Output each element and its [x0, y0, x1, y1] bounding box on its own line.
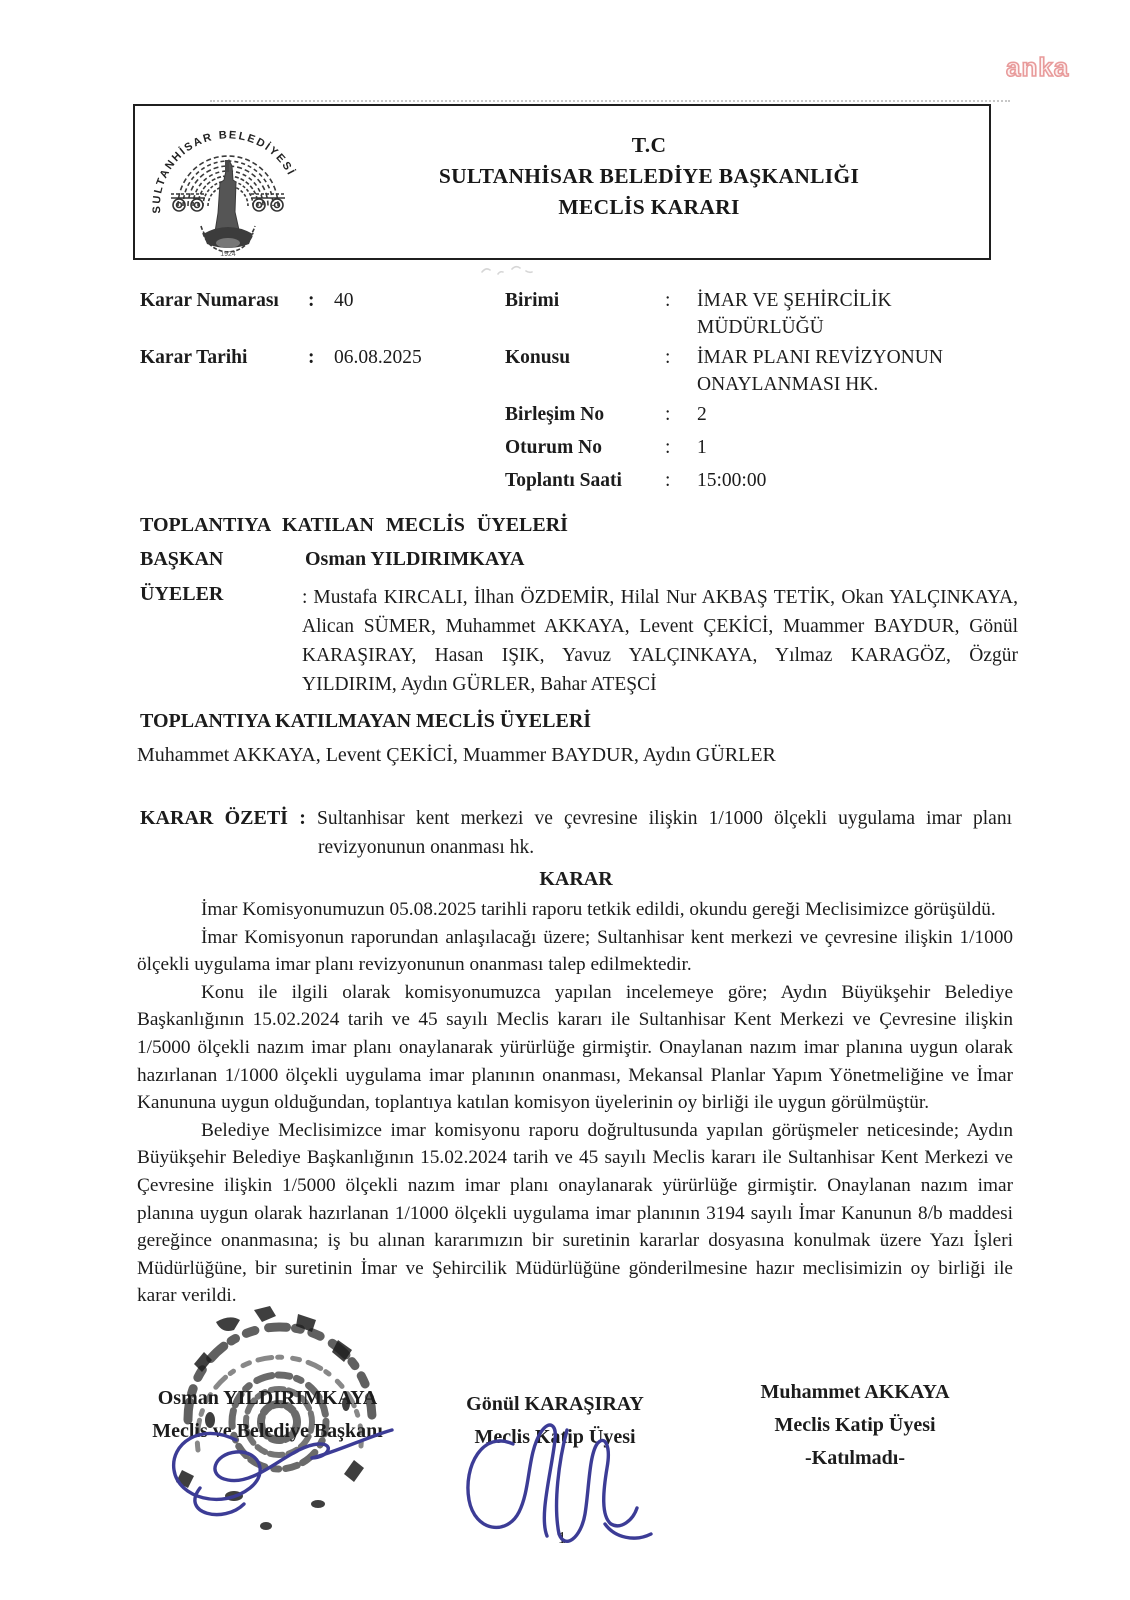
absentees-names: Muhammet AKKAYA, Levent ÇEKİCİ, Muammer BAYDUR, Aydın GÜRLER — [137, 744, 776, 766]
field-label: Karar Numarası — [140, 290, 279, 311]
chairman-signature-icon — [140, 1392, 420, 1532]
scan-artifact-line — [210, 100, 1010, 102]
field-colon: : — [308, 347, 315, 368]
field-birimi — [505, 287, 997, 341]
seal-arc-text: SULTANHİSAR BELEDİYESİ — [150, 129, 298, 214]
field-oturum-no — [505, 434, 997, 461]
field-value: 2 — [697, 404, 707, 425]
field-value: 15:00:00 — [697, 470, 767, 491]
anka-watermark: anka — [1006, 52, 1070, 82]
field-karar-tarihi — [140, 344, 484, 371]
field-karar-numarasi — [140, 287, 484, 314]
field-konusu — [505, 344, 997, 398]
signature-block-clerk2 — [735, 1376, 975, 1475]
field-label: Toplantı Saati — [505, 470, 622, 491]
summary-label: KARAR ÖZETİ : — [140, 807, 306, 829]
signer-title: Meclis ve Belediye Başkanı — [152, 1420, 383, 1442]
scan-smudge — [478, 262, 538, 282]
signer-title: Meclis Katip Üyesi — [774, 1414, 936, 1436]
field-label: Oturum No — [505, 437, 602, 458]
members-label: ÜYELER — [140, 583, 224, 605]
members-list — [302, 583, 1018, 699]
field-label: Birleşim No — [505, 404, 605, 425]
signer-name: Muhammet AKKAYA — [760, 1381, 950, 1403]
decision-paragraph: Belediye Meclisimizce imar komisyonu raporu doğrultusunda yapılan görüşmeler neticesinde; Aydın Büyükşehir Belediye Başkanlığının 15.02.2024 tarih ve 45 sayılı Meclis kararı ile Sultanhisar Kent Merkezi ve Çevresine ilişkin 1/5000 ölçekli nazım imar planı onaylanarak yürürlüğe girmiştir. Onaylanan nazım imar planına uygun olarak hazırlanan 1/1000 ölçekli uygulama imar planının 3194 sayılı İmar Kanunun 8/b maddesi gereğince onanmasına; iş bu alınan kararımızın bir suretinin kararlar dosyasına konulmak üzere Yazı İşleri Müdürlüğüne, bir suretinin İmar ve Şehircilik Müdürlüğüne gönderilmesine hazır meclisimizin oy birliği ile karar verildi. — [137, 1119, 1013, 1307]
decision-body — [137, 896, 1013, 1310]
field-value: 06.08.2025 — [334, 347, 422, 368]
title-decision: MECLİS KARARI — [558, 195, 740, 219]
clerk-signature-icon — [455, 1408, 685, 1558]
field-value: 1 — [697, 437, 707, 458]
document-title — [315, 130, 983, 223]
signer-title: Meclis Katip Üyesi — [474, 1426, 636, 1448]
page-number: 1 — [557, 1528, 567, 1547]
field-colon: : — [665, 290, 671, 311]
members-colon: : — [302, 587, 308, 608]
decision-paragraph: İmar Komisyonun raporundan anlaşılacağı üzere; Sultanhisar kent merkezi ve çevresine ilişkin 1/1000 ölçekli uygulama imar planı revizyonunun onanması talep edilmektedir. — [137, 926, 1013, 976]
attendees-title: TOPLANTIYA KATILAN MECLİS ÜYELERİ — [140, 514, 568, 536]
field-value: İMAR VE ŞEHİRCİLİK MÜDÜRLÜĞÜ — [697, 290, 892, 338]
field-label: Karar Tarihi — [140, 347, 248, 368]
decision-heading: KARAR — [539, 868, 613, 890]
chairman-name: Osman YILDIRIMKAYA — [305, 548, 525, 570]
field-value: İMAR PLANI REVİZYONUN ONAYLANMASI HK. — [697, 347, 943, 395]
header-box — [133, 104, 991, 260]
members-names: Mustafa KIRCALI, İlhan ÖZDEMİR, Hilal Nur AKBAŞ TETİK, Okan YALÇINKAYA, Alican SÜMER, Muhammet AKKAYA, Levent ÇEKİCİ, Muammer BAYDUR, Gönül KARAŞIRAY, Hasan IŞIK, Yavuz YALÇINKAYA, Yılmaz KARAGÖZ, Özgür YILDIRIM, Aydın GÜRLER, Bahar ATEŞCİ — [302, 587, 1018, 695]
signer-name: Osman YILDIRIMKAYA — [157, 1387, 378, 1409]
field-label: Birimi — [505, 290, 560, 311]
absentees-title: TOPLANTIYA KATILMAYAN MECLİS ÜYELERİ — [140, 710, 592, 732]
title-municipality: SULTANHİSAR BELEDİYE BAŞKANLIĞI — [438, 164, 860, 188]
seal-year: 1924 — [220, 251, 236, 256]
field-colon: : — [665, 437, 671, 458]
municipality-seal-icon — [143, 110, 313, 256]
field-colon: : — [308, 290, 315, 311]
field-colon: : — [665, 404, 671, 425]
decision-paragraph: İmar Komisyonumuzun 05.08.2025 tarihli raporu tetkik edildi, okundu gereği Meclisimizce görüşüldü. — [201, 899, 996, 920]
decision-summary — [140, 804, 1012, 862]
field-birlesim-no — [505, 401, 997, 428]
field-colon: : — [665, 470, 671, 491]
field-label: Konusu — [505, 347, 571, 368]
field-toplanti-saati — [505, 467, 997, 494]
field-value: 40 — [334, 290, 354, 311]
title-tc: T.C — [631, 133, 667, 157]
signer-name: Gönül KARAŞIRAY — [466, 1393, 644, 1415]
field-colon: : — [665, 347, 671, 368]
chairman-label: BAŞKAN — [140, 548, 224, 570]
seal-statue-icon — [215, 160, 239, 235]
summary-text: Sultanhisar kent merkezi ve çevresine ilişkin 1/1000 ölçekli uygulama imar planı revizyonunun onanması hk. — [317, 808, 1013, 858]
decision-paragraph: Konu ile ilgili olarak komisyonumuzca yapılan incelemeye göre; Aydın Büyükşehir Belediye Başkanlığının 15.02.2024 tarih ve 45 sayılı Meclis kararı ile Sultanhisar Kent Merkezi ve Çevresine ilişkin 1/5000 ölçekli nazım imar planı onaylanarak yürürlüğe girmiştir. Onaylanan nazım imar planına uygun olarak hazırlanan 1/1000 ölçekli uygulama imar planının onanması, Mekansal Planlar Yapım Yönetmeliğine ve İmar Kanununa uygun olduğundan, toplantıya katılan komisyon üyelerinin oy birliği ile uygun görülmüştür. — [137, 981, 1013, 1114]
signer-note: -Katılmadı- — [805, 1447, 905, 1469]
